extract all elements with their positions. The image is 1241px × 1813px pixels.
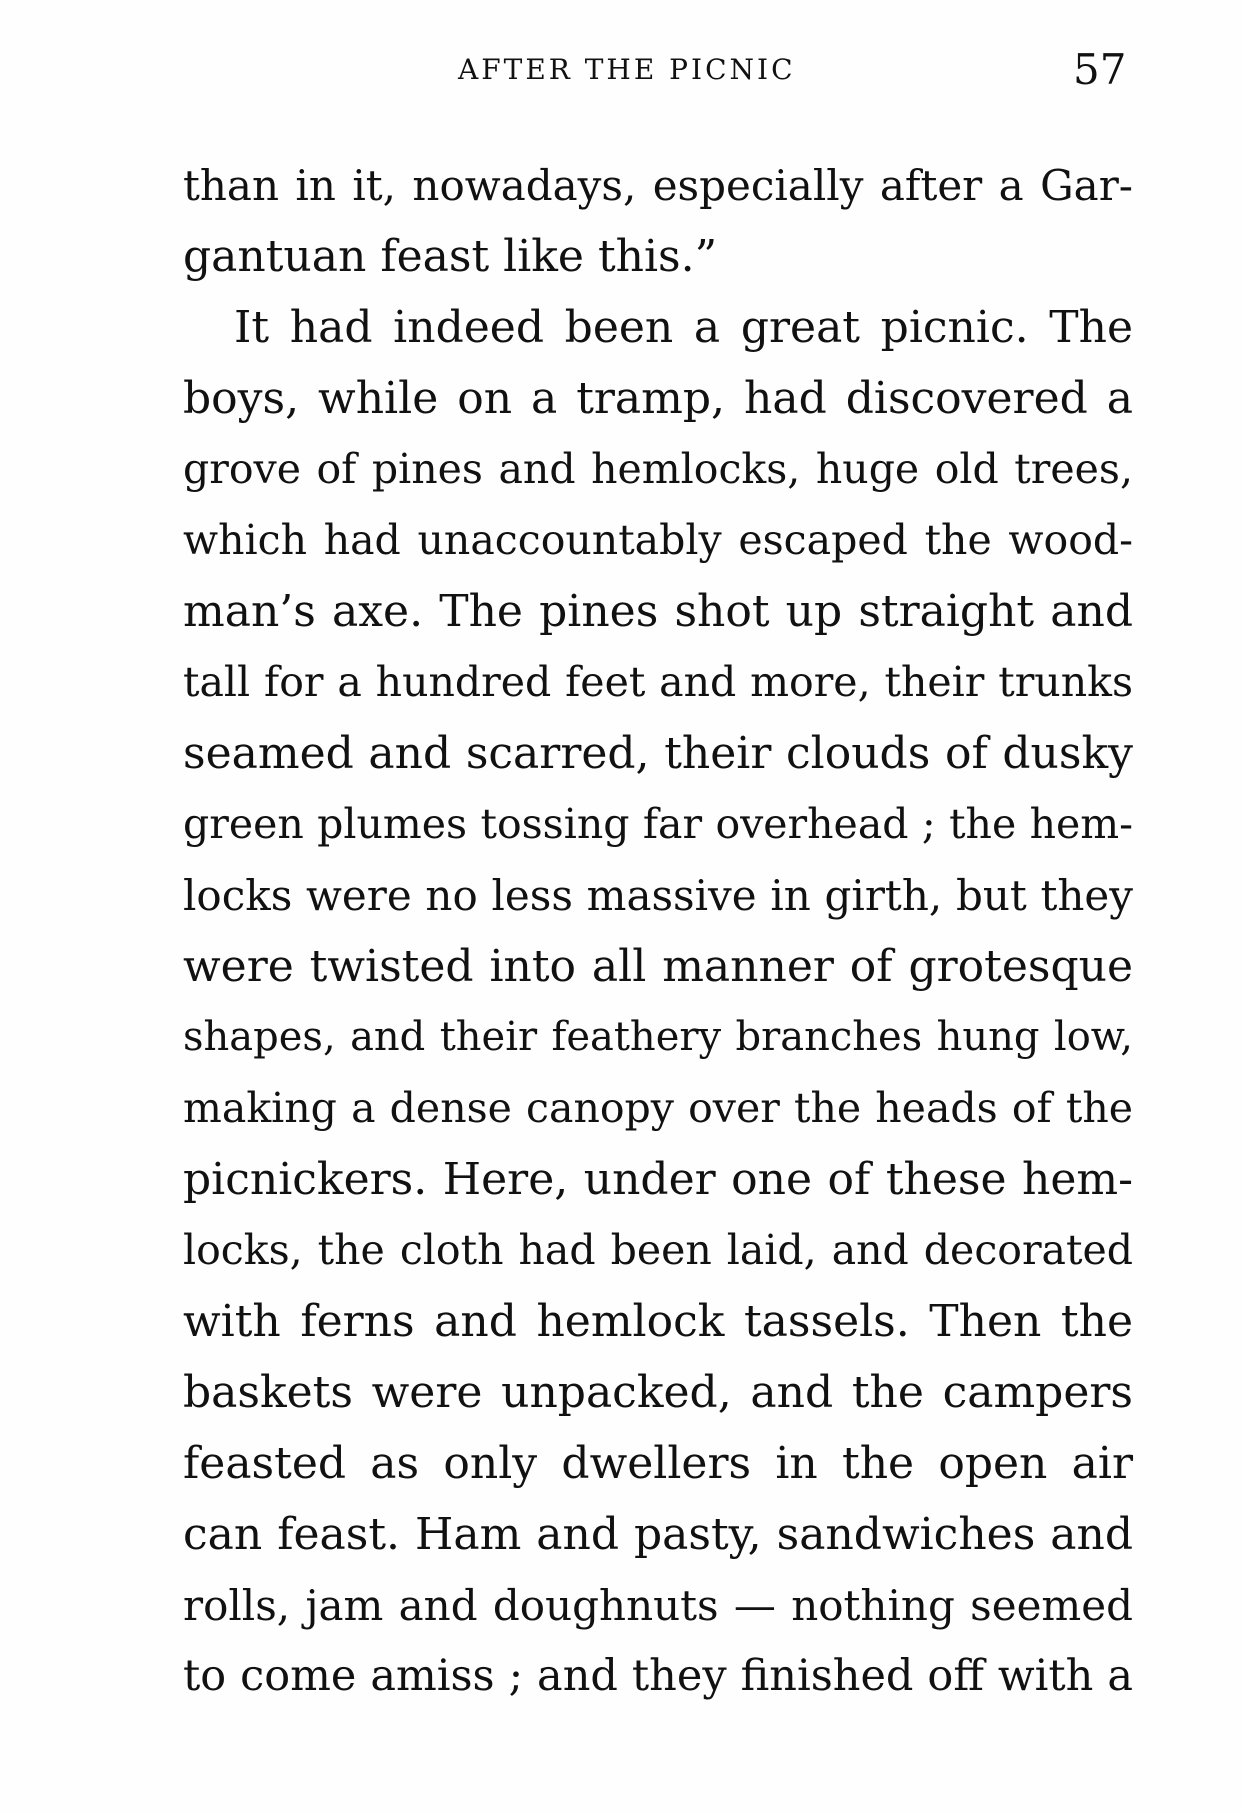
text-line: locks were no less massive in girth, but they <box>183 871 1133 920</box>
text-line: making a dense canopy over the heads of the <box>183 1084 1133 1132</box>
text-line: to come amiss ; and they finished off with a <box>183 1651 1133 1701</box>
text-line: green plumes tossing far overhead ; the hem- <box>183 800 1133 848</box>
text-line: locks, the cloth had been laid, and decorated <box>183 1226 1133 1274</box>
text-line: which had unaccountably escaped the wood- <box>183 516 1133 564</box>
body-text <box>183 150 1133 1712</box>
text-line: were twisted into all manner of grotesque <box>183 941 1133 992</box>
text-line: tall for a hundred feet and more, their trunks <box>183 658 1133 706</box>
text-line: with ferns and hemlock tassels. Then the <box>183 1296 1133 1347</box>
page-number: 57 <box>1073 45 1127 94</box>
text-line: baskets were unpacked, and the campers <box>183 1367 1133 1418</box>
text-line: picnickers. Here, under one of these hem- <box>183 1154 1133 1205</box>
text-line: gantuan feast like this.” <box>183 231 718 282</box>
text-line: grove of pines and hemlocks, huge old trees, <box>183 445 1133 493</box>
text-line: It had indeed been a great picnic. The <box>234 302 1133 353</box>
text-line: boys, while on a tramp, had discovered a <box>183 373 1133 424</box>
text-line: can feast. Ham and pasty, sandwiches and <box>183 1509 1133 1560</box>
text-line: seamed and scarred, their clouds of dusky <box>183 728 1133 779</box>
text-line: shapes, and their feathery branches hung low, <box>183 1014 1133 1060</box>
text-line: than in it, nowadays, especially after a Gar- <box>183 161 1133 210</box>
text-line: rolls, jam and doughnuts — nothing seemed <box>183 1581 1133 1630</box>
text-line: man’s axe. The pines shot up straight and <box>183 586 1133 637</box>
text-line: feasted as only dwellers in the open air <box>183 1438 1133 1489</box>
running-head-title: AFTER THE PICNIC <box>458 53 796 86</box>
